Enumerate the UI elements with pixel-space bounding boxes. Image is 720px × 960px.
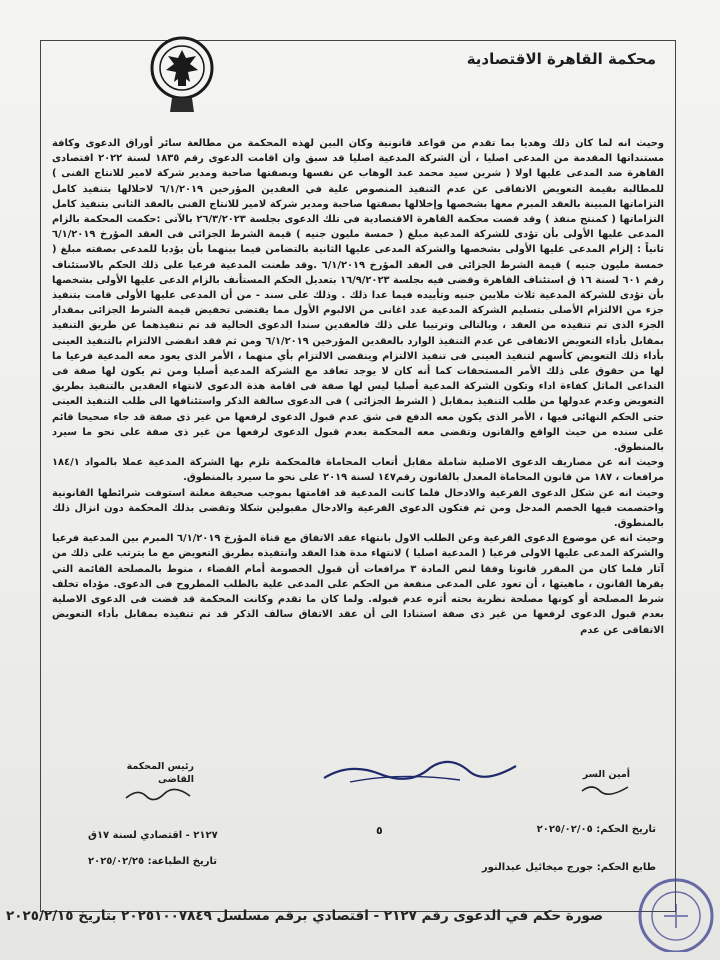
case-reference: ٢١٢٧ - اقتصادي لسنة ١٧ق (88, 830, 218, 841)
court-clerk-title: أمين السر (582, 769, 630, 780)
presiding-judge-signature (104, 760, 194, 808)
court-emblem-icon (150, 36, 214, 114)
paragraph-costs: وحيث انه عن مصاريف الدعوى الاصلية شاملة مقابل أتعاب المحاماة فالمحكمة تلزم بها الشركة المدعية عملا بالمواد ١٨٤/١ مرافعات ، ١٨٧ من قانون المحاماة المعدل بالقانون رقم١٤٧ لسنة ٢٠١٩ على نحو ما سيرد بالمنطوق. (52, 457, 664, 484)
judge-scribble-icon (124, 786, 194, 804)
paragraph-form: وحيث انه عن شكل الدعوى الفرعية والادخال فلما كانت المدعية قد اقامتها بموجب صحيفة معلنة استوفت شرائطها القانونية واختصمت فيها الخصم المدخل ومن ثم فتكون الدعوى الفرعية والادخال مقبولين شكلا وتقضى بذلك المحكمة دون انزال ذلك بالمنطوق. (52, 487, 664, 530)
judgment-body (52, 136, 664, 732)
copy-certification-strip: صورة حكم في الدعوى رقم ٢١٢٧ - اقتصادي برقم مسلسل ٢٠٢٥١٠٠٧٨٤٩ بتاريخ ٢٠٢٥/٢/١٥ (6, 908, 603, 924)
print-date: تاريخ الطباعة: ٢٠٢٥/٠٢/٢٥ (88, 856, 217, 867)
judge-label: القاضى (157, 774, 194, 785)
handwritten-signature-icon (320, 752, 520, 792)
court-name: محكمة القاهرة الاقتصادية (466, 50, 656, 68)
printed-by: طابع الحكم: جورج ميخائيل عبدالنور (481, 862, 656, 873)
court-clerk-signature (560, 768, 630, 801)
presiding-judge-title: رئيس المحكمة (126, 761, 194, 772)
paragraph-merits: وحيث انه عن موضوع الدعوى الفرعية وعن الطلب الاول بانتهاء عقد الاتفاق مع قناة المؤرخ ٦/١/٢٠١٩ المبرم بين المدعية فرعيا والشركة المدعى عليها الاولى فرعيا ( المدعية اصليا ) لانتهاء مدة هذا العقد وانتفيذه بطريق التعويض مع ما يترتب على ذلك من آثار فلما كان من المقرر قانونا وفقا لنص المادة ٣ مرافعات أن قبول الخصومة أمام القضاء ، منوط بالمصلحة القائمة التي يقرها القانون ، ماهيتها ، أن تعود على المدعى منفعة من الحكم على المدعى علية بالطلب المطروح فى الدعوى. مؤداه تخلف شرط المصلحة أو كونها مصلحة نظرية بحته أثره عدم قبوله. ولما كان ما تقدم وكانت المحكمة قد قضت فى الدعوى الاصلية بعدم قبول الدعوى لرفعها من غير ذى صفة استنادا الى أن عقد الاتفاق سالف الذكر قد تم تنفيذه بمقابل بأداء التعويض الاتفاقى عن عدم (52, 533, 664, 636)
clerk-scribble-icon (580, 781, 630, 797)
paragraph-reasoning: وحيث انه لما كان ذلك وهديا بما تقدم من قواعد قانونية وكان البين لهذه المحكمة من مطالعة سائر أوراق الدعوى وكافة مستنداتها المقدمة من المدعى اصليا ، أن الشركة المدعية اصليا قد سبق وان اقامت الدعوى رقم ١٨٣٥ لسنة ٢٠٢٢ اقتصادى القاهرة ضد المدعى عليها اولا ( شرين سيد محمد عبد الوهاب عن نفسها وبصفتها صاحبة ومدير شركة لامير للانتاج الفنى ) للمطالبة بقيمة التعويض الاتفاقى عن عدم التنفيذ المنصوص علية في العقدين المؤرخين ٦/١/٢٠١٩ لاخلالها بتنفيذ كامل التزاماتها المبينة بالعقد المبرم معها بشخصها وإخلالها بصفتها صاحبة ومدير شركة لامير للانتاج الفنى بالعقد الثانى بتنفيذ كامل التزاماتها ( كمنتج منفذ ) وقد قضت محكمة القاهرة الاقتصادية فى تلك الدعوى بجلسة ٢٦/٣/٢٠٢٣ بالآتى :حكمت المحكمة بالزام المدعى عليها الأولى بأن تؤدى للشركة المدعية مبلغ ( خمسة مليون جنيه ) قيمة الشرط الجزائى فى العقد المؤرخ ٦/١/٢٠١٩ ثانياً : إلزام المدعى عليها الأولى بشخصها والشركة المدعى عليها الثانية بالتضامن فيما بينهما بأن يؤديا للمدعى بصفته مبلغ ( خمسة مليون جنيه ) قيمة الشرط الجزائى فى العقد المؤرخ ٦/١/٢٠١٩ .وقد طعنت المدعية فرعيا على ذلك الحكم بالاستئناف رقم ٦٠١ لسنة ١٦ ق استئناف القاهرة وقضى فيه بجلسة ١٦/٩/٢٠٢٣ بتعديل الحكم المستأنف بالزام الدعى عليها الأولى بشخصها بأن تؤدى للشركة المدعية ثلاث ملايين جنيه وتأييده فيما عدا ذلك . وذلك على سند - من أن المدعى عليها الأولى قامت بتنفيذ جزء من الالتزام الأصلى بتسليم الشركة المدعية عدد اغانى من الالبوم الأول مما يقتضى تخفيض قيمة الشرط الجزائى بمقدار الجزء الذى تم تنفيذه من العقد ، وبالتالى وترتيبا على ذلك فالعقدين سندا الدعوى الحالية قد تم تنفيذهما عن طريق التنفيذ بمقابل بأداء التعويض الاتفاقى عن عدم التنفيذ الوارد بالعقدين المؤرخين ٦/١/٢٠١٩ ومن ثم فقد انقضى الالتزام بالتنفيذ العينى بأداء ذلك التعويض كأسهم لتنفيذ العينى فى تنفيذ الالتزام وينقضى الالتزام بأي منهما ، الأمر الذى يعود معه المدعية فرعيا ما لها من حقوق على ذلك الأمر المستحقات كما أنه كان لا يوجد تعاقد مع الشركة المدعية أصليا ومن ثم يكون لها صفة فى التداعى الماثل كفاءة اداء وتكون الشركة المدعية أصليا ليس لها صفة فى اقامة هذة الدعوى لانتهاء العقدين بالتنفيذ بطريق التعويض وعدم عدولها من طلب التنفيذ بمقابل ( الشرط الجزائى ) فى الدعوى سالفة الذكر واستئنافها الى طلب التنفيذ العينى حتى الحكم النهائى فيها ، الأمر الذى يكون معه الدفع فى شق عدم قبول الدعوى لرفعها من غير ذى صفة قد جاء صحيحا قائم على سنده من حيث الواقع والقانون وتقضى معه المحكمة بعدم قبول الدعوى لرفعها من غير ذى صفة على نحو ما سيرد بالمنطوق. (52, 138, 664, 454)
ruling-date: تاريخ الحكم: ٢٠٢٥/٠٢/٠٥ (536, 824, 656, 835)
page-number: ٥ (376, 824, 383, 837)
